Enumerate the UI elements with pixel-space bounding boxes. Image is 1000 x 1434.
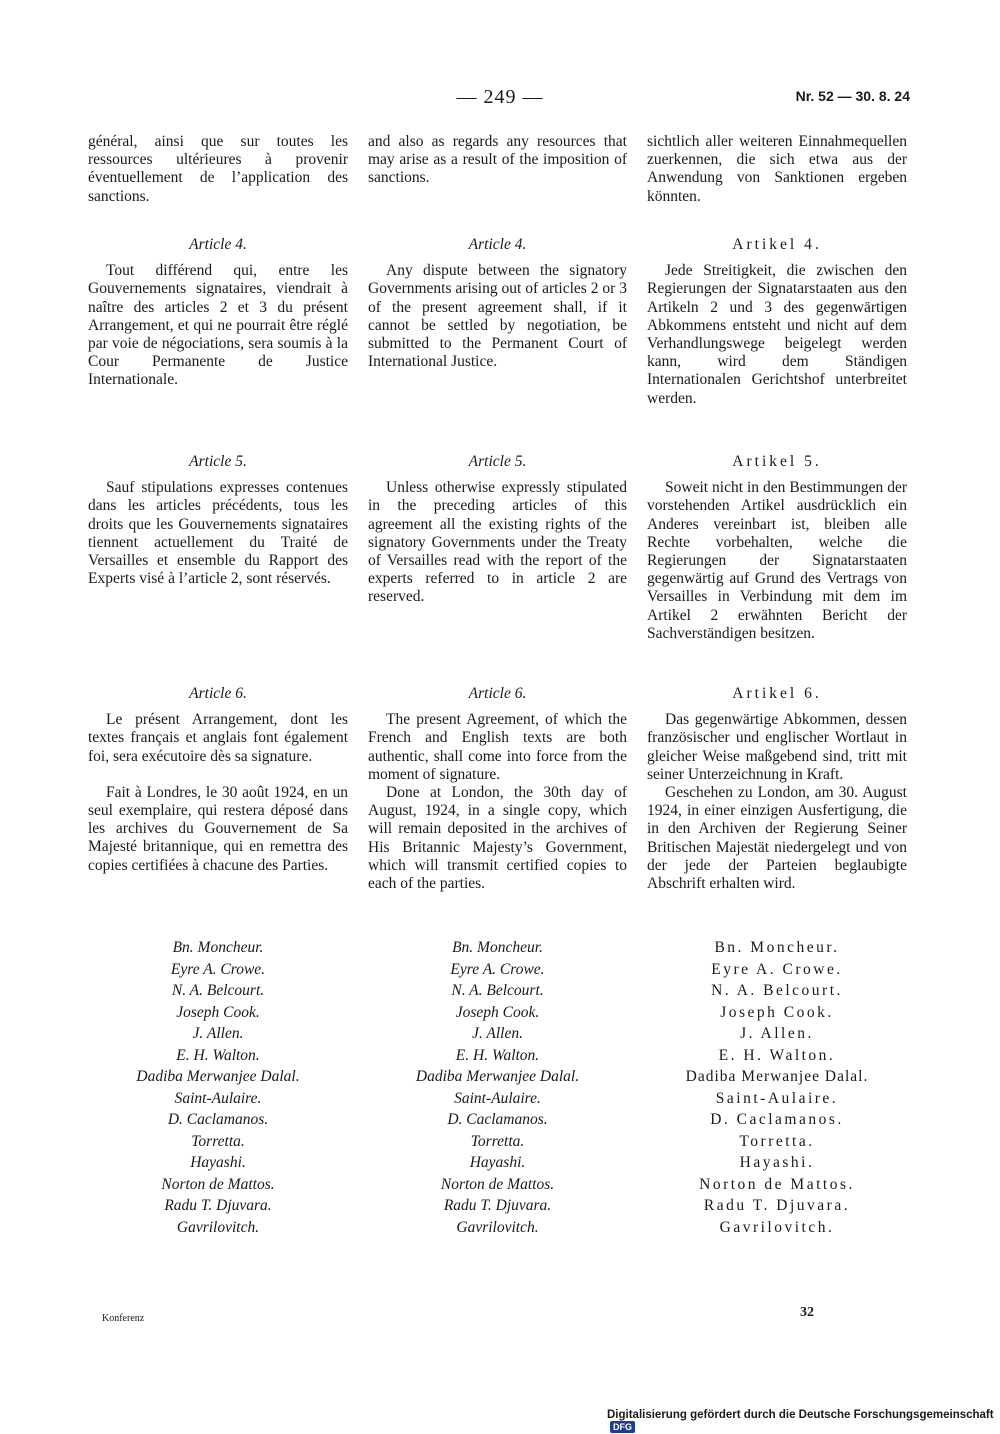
article-heading: Artikel 6. [732,685,822,702]
signature: J. Allen. [192,1025,244,1042]
article-heading: Artikel 5. [732,453,822,470]
signature: Joseph Cook. [455,1003,540,1021]
article-heading: Artikel 4. [732,236,822,253]
signature: Hayashi. [739,1154,815,1171]
continued-text: and also as regards any resources that may arise as a result of the imposition of sanctions. [368,133,627,187]
signature: J. Allen. [472,1025,523,1042]
article-heading: Article 5. [189,453,247,470]
signature: J. Allen. [740,1025,814,1042]
page-number: — 249 — [456,86,544,108]
signature: D. Caclamanos. [447,1111,548,1128]
signature-list [88,937,348,1238]
signature: Eyre A. Crowe. [170,960,266,978]
signature: Saint-Aulaire. [454,1089,541,1107]
signature: Gavrilovitch. [719,1218,835,1236]
article-heading: Article 5. [468,453,527,470]
signature: Saint-Aulaire. [715,1089,839,1107]
signature: Dadiba Merwanjee Dalal. [685,1068,869,1085]
signature: E. H. Walton. [176,1046,260,1064]
signature: Dadiba Merwanjee Dalal. [415,1068,580,1085]
article-text: Tout différend qui, entre les Gouvernements signataires, viendrait à naître des articles 2 et 3 du présent Arrangement, et qui ne pourrait être réglé par voie de négociations, sera soumis à la Cour Permanente de Justice Internationale. [88,262,348,389]
signature: N. A. Belcourt. [711,982,843,999]
signature: Torretta. [739,1132,815,1150]
article-4 [88,236,348,390]
signature: D. Caclamanos. [167,1111,269,1128]
signature: Radu T. Djuvara. [443,1197,552,1214]
signature: Torretta. [191,1132,245,1150]
signature: Norton de Mattos. [440,1175,555,1193]
signature: Norton de Mattos. [161,1175,275,1193]
signature: Joseph Cook. [176,1003,260,1021]
signature: Gavrilovitch. [456,1218,539,1236]
signature: E. H. Walton. [718,1046,836,1064]
article-4 [368,236,627,371]
signature: Saint-Aulaire. [174,1089,262,1107]
signature: Hayashi. [469,1154,526,1171]
signature: N. A. Belcourt. [451,982,544,999]
article-heading: Article 4. [468,236,527,253]
signature: Bn. Moncheur. [172,939,264,956]
article-4 [647,236,907,408]
dfg-logo: DFG [610,1421,635,1433]
article-5 [88,453,348,588]
signature: Bn. Moncheur. [452,939,543,956]
signature: Gavrilovitch. [176,1218,260,1236]
article-text: Das gegenwärtige Abkommen, dessen französischer und englischer Wortlaut in gleicher Weise maßgebend sind, tritt mit seiner Unterzeichnung in Kraft. [647,711,907,783]
continued-text: général, ainsi que sur toutes les ressources ultérieures à provenir éventuellement de l’application des sanctions. [88,133,348,205]
signature: Norton de Mattos. [699,1175,855,1193]
signature: Radu T. Djuvara. [703,1197,851,1214]
continued-text: sichtlich aller weiteren Einnahmequellen zuerkennen, die sich etwa aus der Anwendung von Sanktionen ergeben könnten. [647,133,907,205]
article-heading: Article 4. [189,236,247,253]
article-6 [88,685,348,875]
signature: D. Caclamanos. [710,1111,844,1128]
signature: Eyre A. Crowe. [711,960,843,978]
article-text: Le présent Arrangement, dont les textes français et anglais font également foi, sera exécutoire dès sa signature. [88,711,348,765]
article-5 [647,453,907,643]
signature: Dadiba Merwanjee Dalal. [136,1068,300,1085]
article-6 [368,685,627,893]
article-5 [368,453,627,607]
digitization-credit [607,1409,1000,1433]
signature: E. H. Walton. [455,1046,540,1064]
signature: Bn. Moncheur. [714,939,840,956]
footer-label: Konferenz [102,1313,145,1324]
signature-list [647,937,907,1238]
signature: Radu T. Djuvara. [164,1197,272,1214]
article-text: Sauf stipulations expresses contenues dans les articles précédents, tous les droits que les Gouvernements signataires tiennent actuellement du Traité de Versailles et ensemble du Rapport des Experts visé à l’article 2, sont réservés. [88,479,348,588]
article-text: The present Agreement, of which the French and English texts are both authentic, shall come into force from the moment of signature. [368,711,627,783]
closing-text: Done at London, the 30th day of August, 1924, in a single copy, which will remain deposited in the archives of His Britannic Majesty’s Government, which will transmit certified copies to each of the parties. [368,784,627,893]
closing-text: Fait à Londres, le 30 août 1924, en un seul exemplaire, qui restera déposé dans les archives du Gouvernement de Sa Majesté britannique, qui en remettra des copies certifiées à chacune des Parties. [88,783,348,874]
digitization-text: Digitalisierung gefördert durch die Deutsche Forschungsgemeinschaft [607,1409,994,1421]
signature: N. A. Belcourt. [171,982,265,999]
article-heading: Article 6. [468,685,527,702]
signature-list [368,937,627,1238]
article-text: Soweit nicht in den Bestimmungen der vorstehenden Artikel ausdrücklich ein Anderes vereinbart ist, bleiben alle Rechte vorbehalten, welche die Regierungen der Signatarstaaten gegenwärtig auf Grund des Vertrags von Versailles in Verbindung mit dem im Artikel 2 erwähnten Bericht der Sachverständigen besitzen. [647,479,907,642]
article-text: Any dispute between the signatory Governments arising out of articles 2 or 3 of the present agreement shall, if it cannot be settled by negotiation, be submitted to the Permanent Court of International Justice. [368,262,627,371]
signature: Joseph Cook. [720,1003,834,1021]
issue-reference: Nr. 52 — 30. 8. 24 [795,88,910,104]
sheet-number: 32 [800,1305,814,1320]
closing-text: Geschehen zu London, am 30. August 1924, in einer einzigen Ausfertigung, die in den Archiven der Regierung Seiner Britischen Majestät niedergelegt und von der jede der Parteien beglaubigte Abschrift erhalten wird. [647,784,907,893]
signature: Hayashi. [190,1154,246,1171]
article-6 [647,685,907,893]
signature: Eyre A. Crowe. [450,960,545,978]
article-text: Unless otherwise expressly stipulated in the preceding articles of this agreement all the existing rights of the signatory Governments under the Treaty of Versailles read with the report of the experts referred to in article 2 are reserved. [368,479,627,606]
article-text: Jede Streitigkeit, die zwischen den Regierungen der Signatarstaaten aus den Artikeln 2 und 3 des gegenwärtigen Abkommens entsteht und nicht auf dem Verhandlungswege beigelegt werden kann, wird dem Ständigen Internationalen Gerichtshof unterbreitet werden. [647,262,907,407]
signature: Torretta. [470,1132,525,1150]
article-heading: Article 6. [189,685,247,702]
